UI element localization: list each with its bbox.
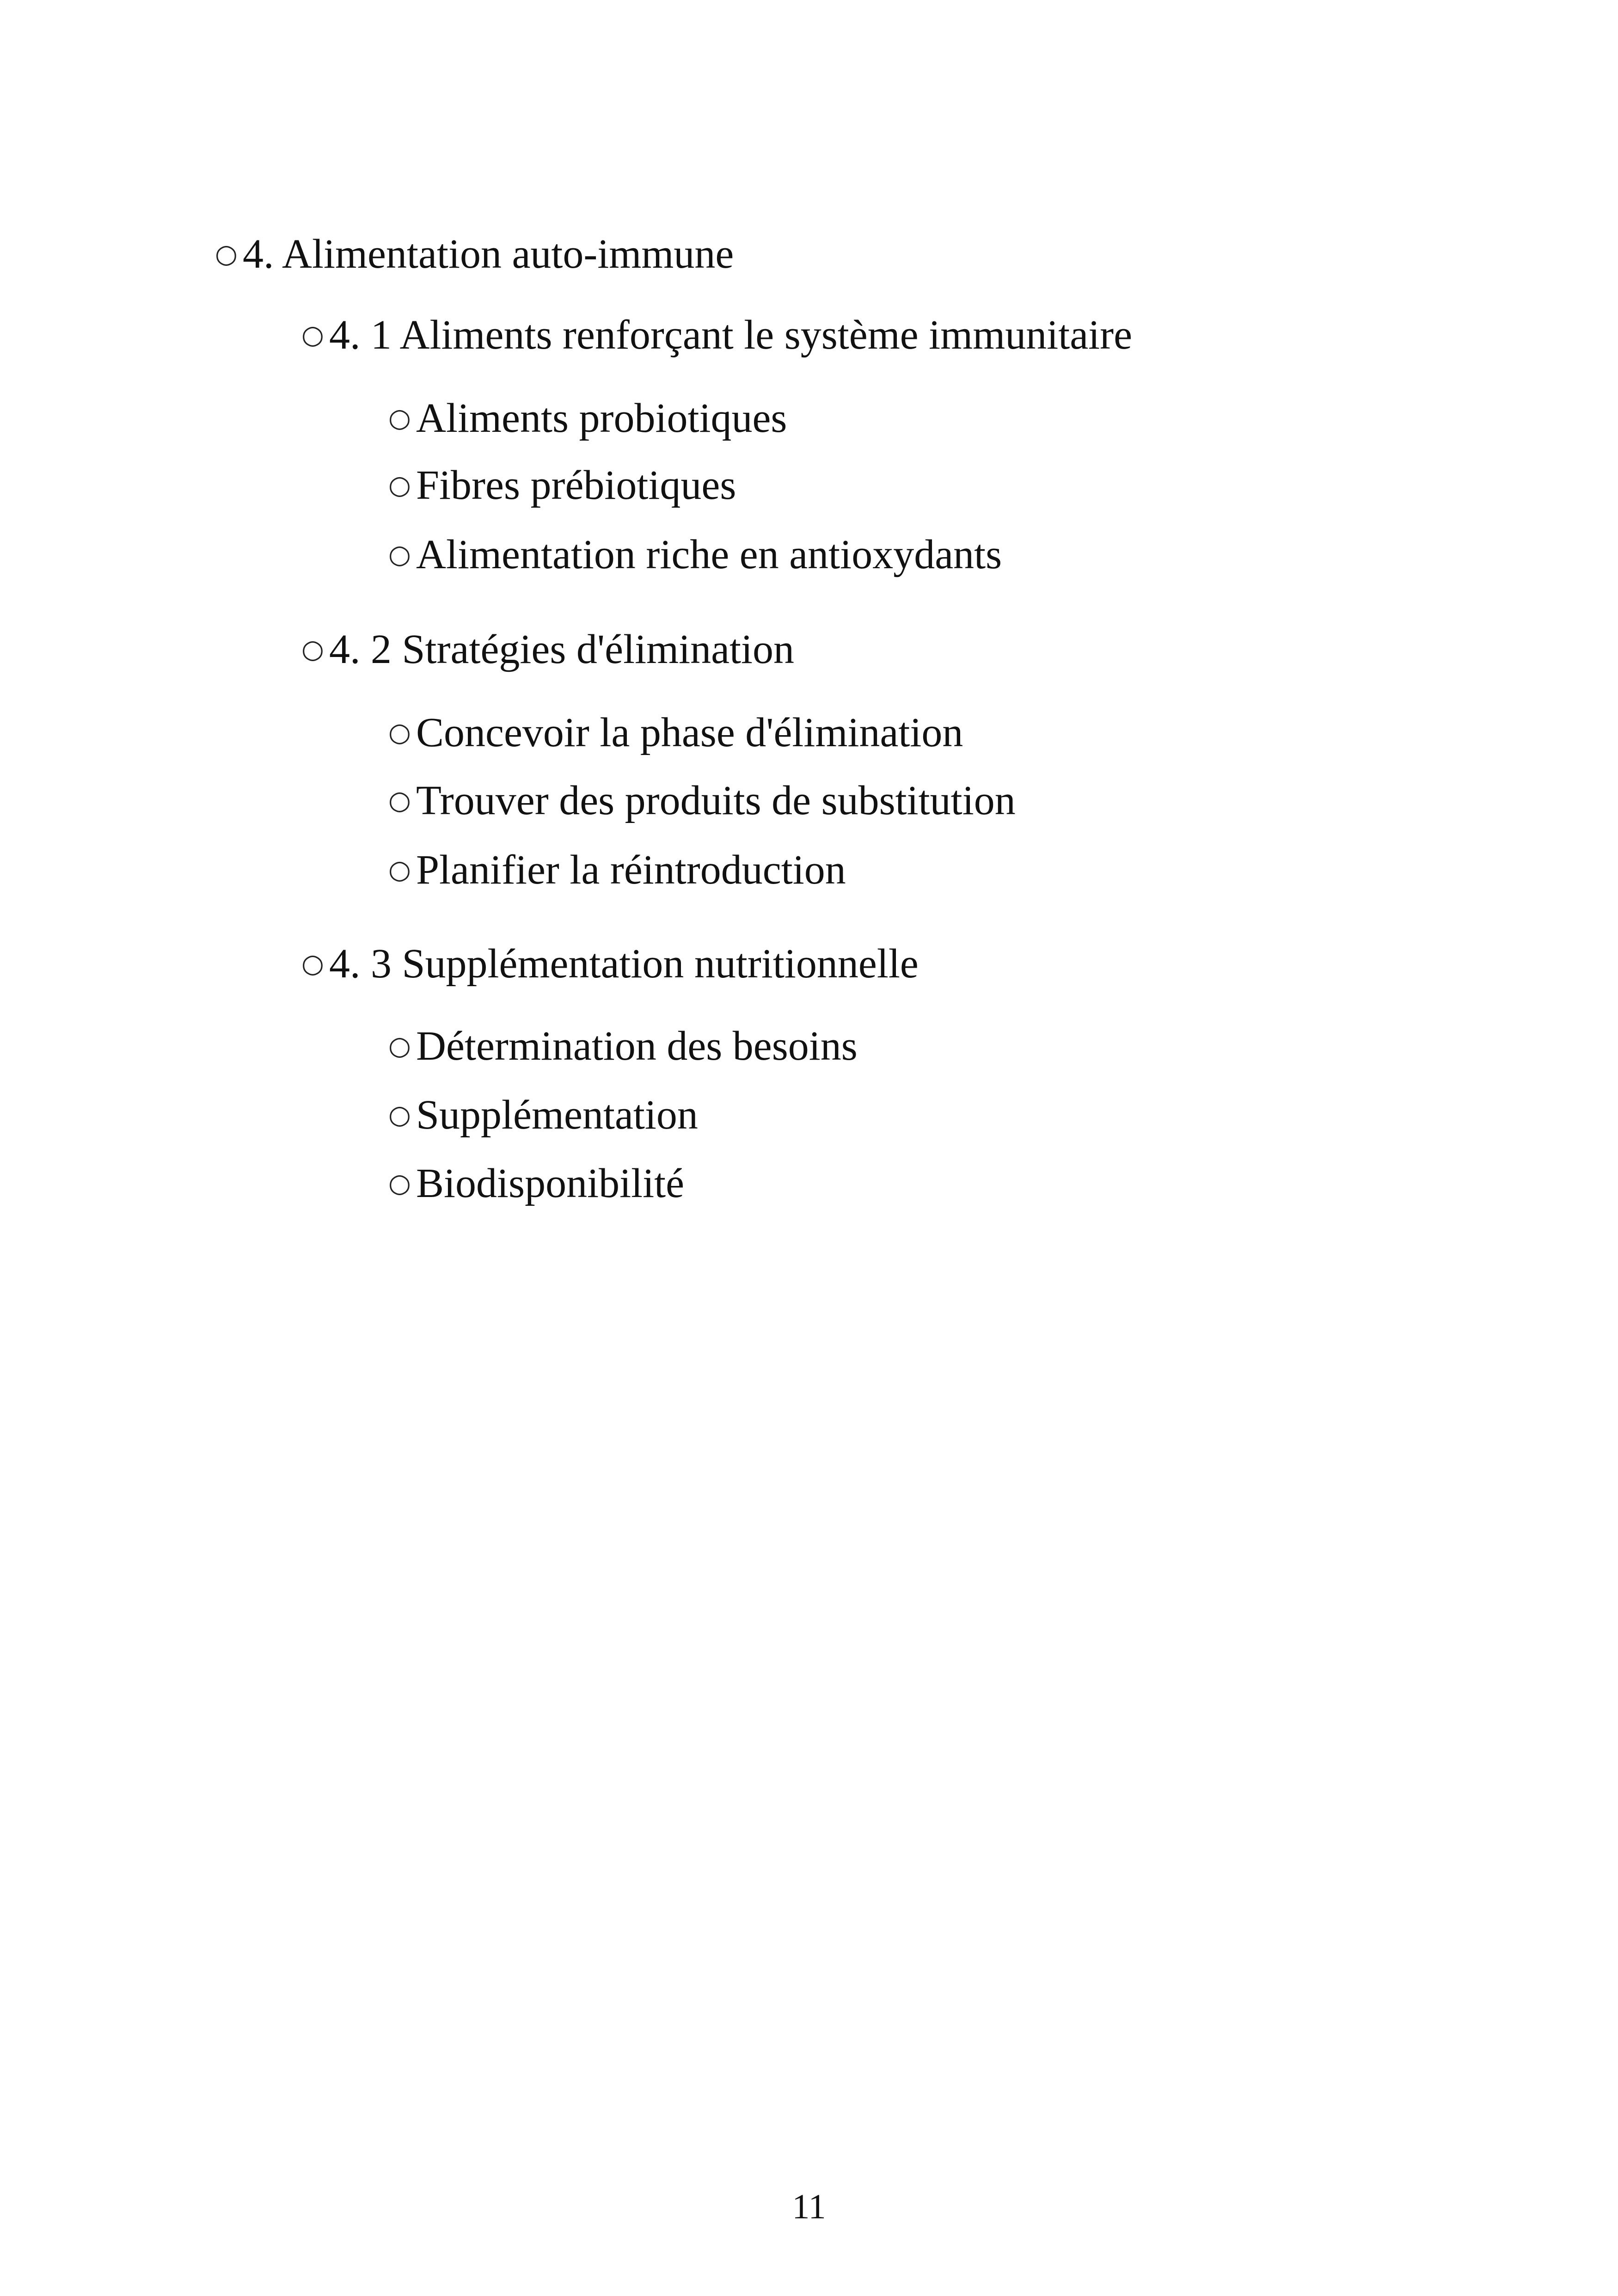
bullet-icon: ○ bbox=[301, 949, 324, 979]
section-title: 4. 1 Aliments renforçant le système immunitaire bbox=[329, 312, 1133, 358]
bullet-icon: ○ bbox=[301, 634, 324, 664]
list-item-label: Fibres prébiotiques bbox=[416, 462, 736, 508]
bullet-icon: ○ bbox=[388, 1100, 411, 1130]
list-item bbox=[388, 393, 787, 444]
list-item-label: Aliments probiotiques bbox=[416, 395, 787, 441]
outline-heading bbox=[215, 229, 734, 280]
bullet-icon: ○ bbox=[388, 718, 411, 748]
list-item bbox=[388, 460, 736, 511]
list-item bbox=[388, 529, 1002, 580]
list-item bbox=[388, 1090, 698, 1141]
section-heading bbox=[301, 624, 794, 675]
section-heading bbox=[301, 310, 1132, 361]
page-number: 11 bbox=[792, 2187, 826, 2226]
section-title: 4. 3 Supplémentation nutritionnelle bbox=[329, 941, 919, 987]
list-item bbox=[388, 1021, 858, 1072]
bullet-icon: ○ bbox=[388, 1168, 411, 1198]
list-item bbox=[388, 845, 846, 896]
bullet-icon: ○ bbox=[215, 239, 238, 269]
list-item-label: Supplémentation bbox=[416, 1092, 698, 1138]
section-title: 4. 2 Stratégies d'élimination bbox=[329, 626, 795, 672]
bullet-icon: ○ bbox=[388, 786, 411, 816]
list-item bbox=[388, 1158, 684, 1209]
list-item-label: Alimentation riche en antioxydants bbox=[416, 532, 1002, 577]
bullet-icon: ○ bbox=[388, 1031, 411, 1061]
bullet-icon: ○ bbox=[301, 320, 324, 350]
list-item-label: Trouver des produits de substitution bbox=[416, 778, 1016, 823]
chapter-title: 4. Alimentation auto-immune bbox=[243, 231, 734, 277]
list-item bbox=[388, 707, 963, 758]
list-item-label: Biodisponibilité bbox=[416, 1160, 685, 1206]
section-heading bbox=[301, 939, 919, 989]
list-item-label: Planifier la réintroduction bbox=[416, 847, 846, 893]
bullet-icon: ○ bbox=[388, 540, 411, 570]
list-item-label: Concevoir la phase d'élimination bbox=[416, 710, 963, 755]
list-item-label: Détermination des besoins bbox=[416, 1023, 858, 1069]
bullet-icon: ○ bbox=[388, 403, 411, 433]
bullet-icon: ○ bbox=[388, 470, 411, 500]
list-item bbox=[388, 775, 1016, 826]
bullet-icon: ○ bbox=[388, 855, 411, 885]
